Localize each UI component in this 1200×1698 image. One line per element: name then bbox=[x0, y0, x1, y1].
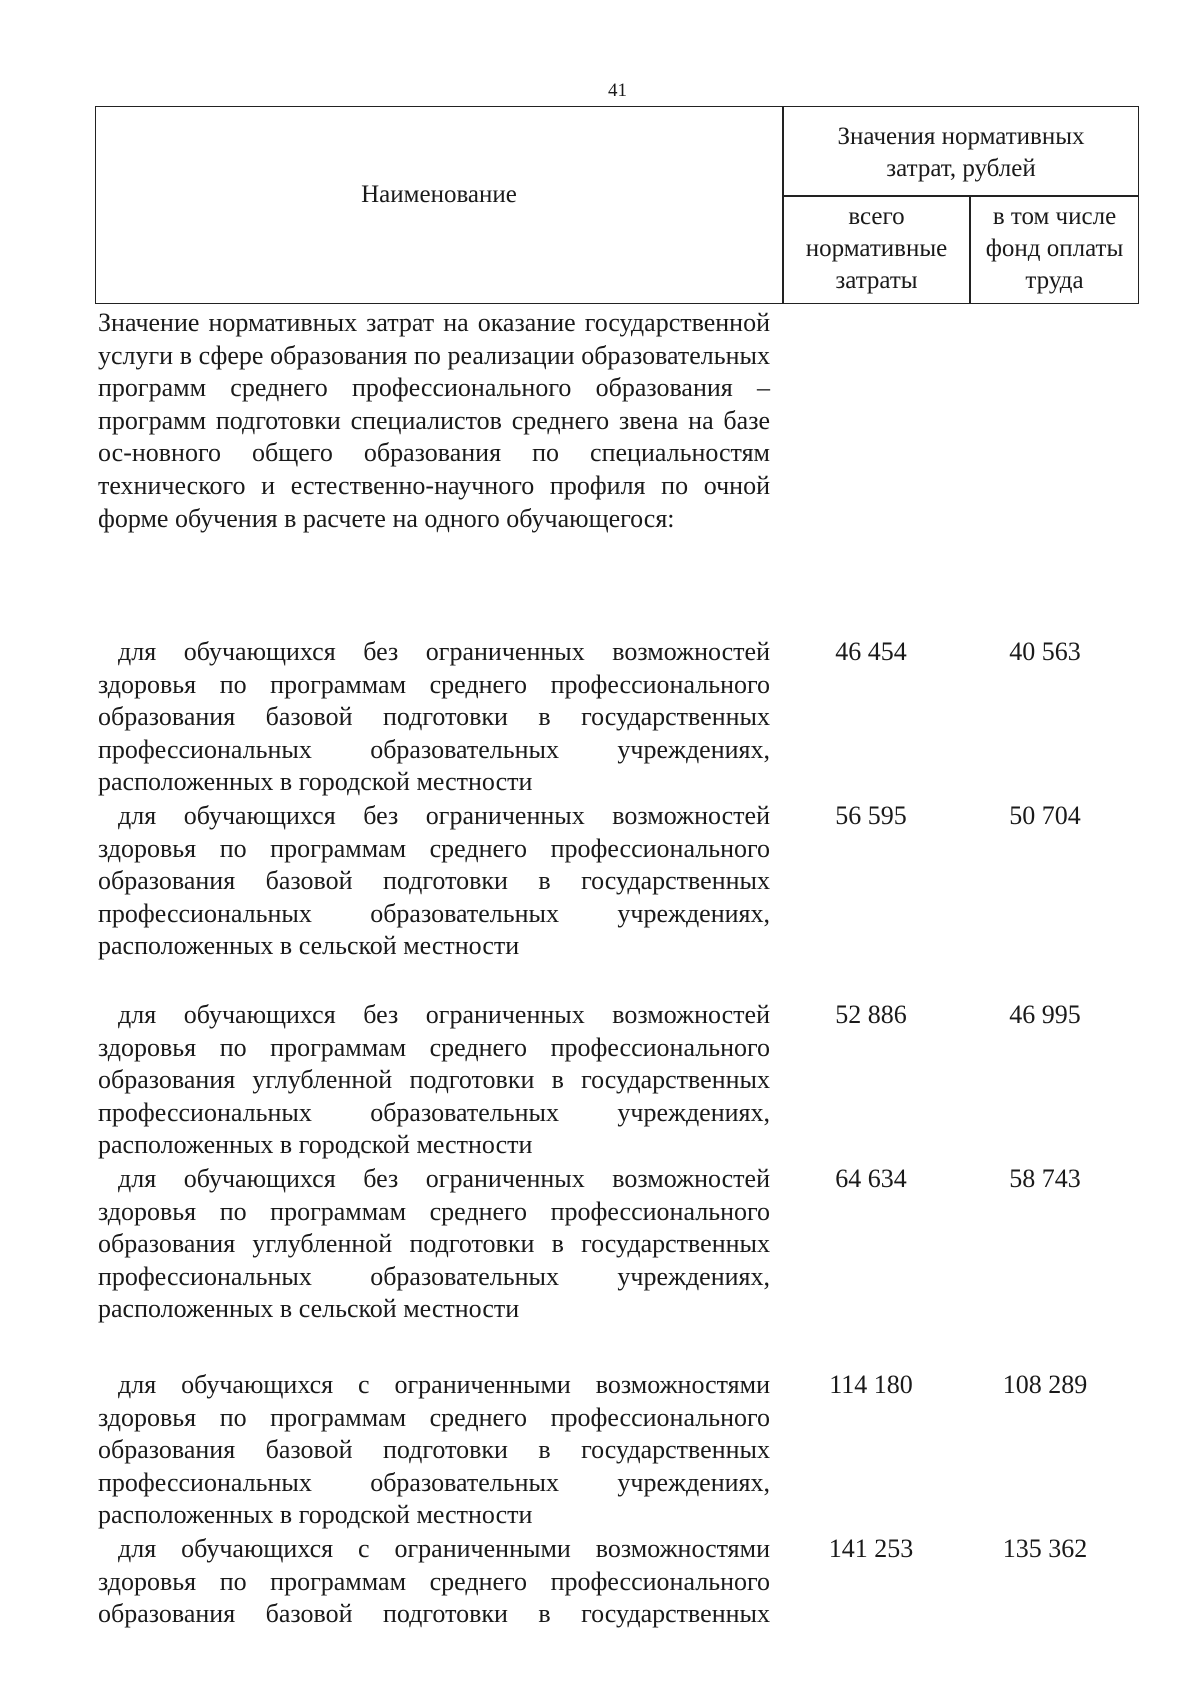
row-description: для обучающихся без ограниченных возможностей здоровья по программам среднего профессионального образования базовой подготовки в государственных профессиональных образовательных учреждениях, расположенных в городской местности bbox=[98, 637, 770, 797]
row-description: для обучающихся без ограниченных возможностей здоровья по программам среднего профессионального образования базовой подготовки в государственных профессиональных образовательных учреждениях, расположенных в сельской местности bbox=[98, 801, 770, 961]
row-total: 114 180 bbox=[829, 1370, 913, 1399]
row-total: 56 595 bbox=[835, 801, 907, 830]
header-total bbox=[784, 201, 969, 297]
row-total: 52 886 bbox=[835, 1000, 907, 1029]
row-description: для обучающихся без ограниченных возможностей здоровья по программам среднего профессионального образования углубленной подготовки в государственных профессиональных образовательных учреждениях, расположенных в городской местности bbox=[98, 1000, 770, 1160]
row-description: для обучающихся без ограниченных возможностей здоровья по программам среднего профессионального образования углубленной подготовки в государственных профессиональных образовательных учреждениях, расположенных в сельской местности bbox=[98, 1164, 770, 1324]
header-divider bbox=[782, 195, 1138, 197]
row-fund: 58 743 bbox=[1009, 1164, 1081, 1193]
row-fund: 135 362 bbox=[1002, 1534, 1088, 1563]
row-description: для обучающихся с ограниченными возможностями здоровья по программам среднего профессионального образования базовой подготовки в государственных профессиональных образовательных учреждениях, расположенных в городской местности bbox=[98, 1370, 770, 1530]
row-total: 141 253 bbox=[828, 1534, 914, 1563]
header-values-line: затрат, рублей bbox=[886, 155, 1036, 182]
intro-text: Значение нормативных затрат на оказание государственной услуги в сфере образования по реализации образовательных программ среднего профессионального образования – программ подготовки специалистов среднего звена на базе ос-новного общего образования по специальностям технического и естественно-научного профиля по очной форме обучения в расчете на одного обучающегося: bbox=[98, 308, 770, 533]
header-fund bbox=[971, 201, 1138, 297]
row-fund: 40 563 bbox=[1009, 637, 1081, 666]
header-total-line: всего bbox=[848, 203, 905, 230]
row-fund: 46 995 bbox=[1009, 1000, 1081, 1029]
row-total: 46 454 bbox=[835, 637, 907, 666]
header-values-line: Значения нормативных bbox=[837, 123, 1085, 150]
header-fund-line: в том числе bbox=[992, 203, 1117, 230]
header-fund-line: фонд оплаты bbox=[985, 235, 1124, 262]
header-name-label: Наименование bbox=[361, 181, 517, 208]
header-name bbox=[96, 107, 782, 305]
row-total: 64 634 bbox=[835, 1164, 907, 1193]
row-fund: 108 289 bbox=[1002, 1370, 1088, 1399]
row-fund: 50 704 bbox=[1009, 801, 1081, 830]
header-total-line: затраты bbox=[835, 267, 918, 294]
header-values-group bbox=[784, 121, 1138, 185]
row-description: для обучающихся с ограниченными возможностями здоровья по программам среднего профессионального образования базовой подготовки в государственных bbox=[98, 1534, 770, 1629]
table-header bbox=[95, 106, 1139, 304]
header-total-line: нормативные bbox=[805, 235, 948, 262]
page-number: 41 bbox=[608, 80, 627, 101]
header-fund-line: труда bbox=[1025, 267, 1084, 294]
